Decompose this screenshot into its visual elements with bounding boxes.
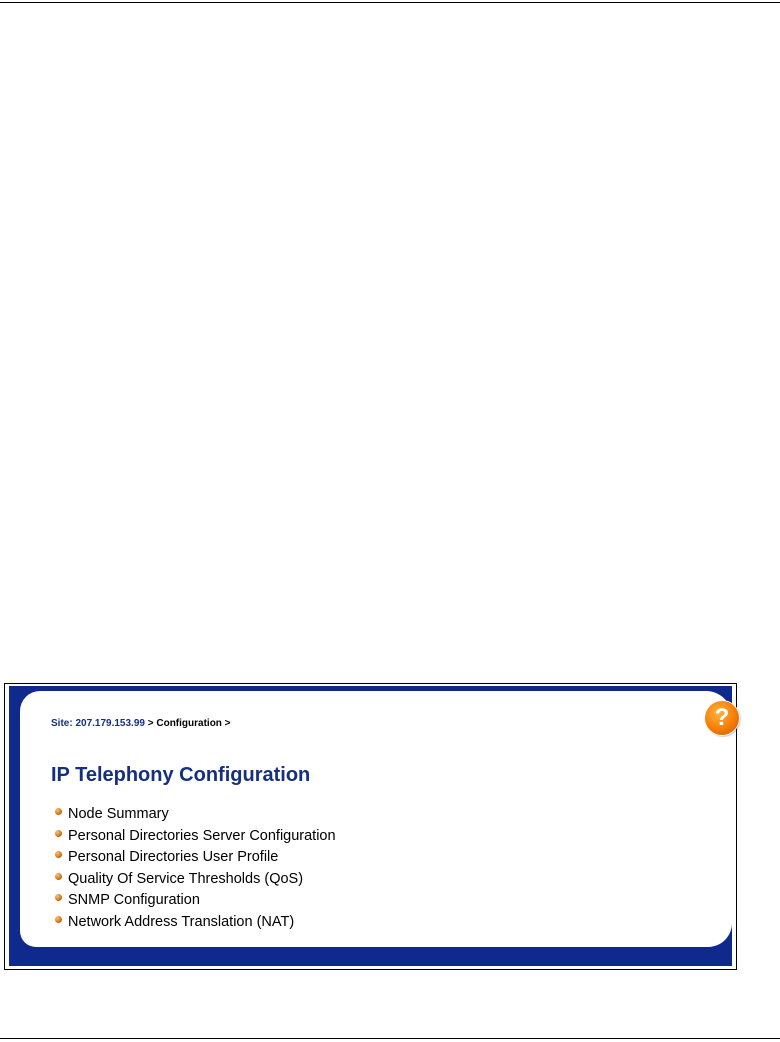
- screenshot-frame: [4, 683, 737, 970]
- configuration-menu: [55, 804, 336, 933]
- menu-item-personal-directories-user-profile[interactable]: [55, 847, 336, 869]
- help-icon: ?: [714, 704, 730, 731]
- window-background: [9, 686, 732, 966]
- page-bottom-rule: [0, 1038, 780, 1039]
- bullet-icon: [55, 830, 62, 837]
- breadcrumb-site-link[interactable]: Site: 207.179.153.99: [51, 718, 145, 729]
- menu-item-quality-of-service-thresholds[interactable]: [55, 869, 336, 891]
- menu-item-node-summary[interactable]: [55, 804, 336, 826]
- bullet-icon: [55, 808, 62, 815]
- menu-item-network-address-translation[interactable]: [55, 912, 336, 934]
- bullet-icon: [55, 916, 62, 923]
- help-button[interactable]: [705, 701, 739, 735]
- menu-item-label: Network Address Translation (NAT): [68, 913, 295, 930]
- menu-item-label: Personal Directories Server Configuration: [68, 827, 336, 844]
- bullet-icon: [55, 873, 62, 880]
- menu-item-label: Node Summary: [68, 806, 169, 822]
- menu-item-label: SNMP Configuration: [68, 892, 200, 908]
- bullet-icon: [55, 894, 62, 901]
- menu-item-label: Personal Directories User Profile: [68, 849, 279, 865]
- menu-item-snmp-configuration[interactable]: [55, 890, 336, 912]
- menu-item-personal-directories-server-configuration[interactable]: [55, 826, 336, 848]
- breadcrumb: [51, 718, 231, 730]
- menu-item-label: Quality Of Service Thresholds (QoS): [68, 870, 304, 887]
- page-title: IP Telephony Configuration: [51, 764, 311, 786]
- page-top-rule: [0, 2, 780, 3]
- content-panel: [20, 691, 732, 947]
- breadcrumb-trail: > Configuration >: [144, 718, 231, 729]
- bullet-icon: [55, 851, 62, 858]
